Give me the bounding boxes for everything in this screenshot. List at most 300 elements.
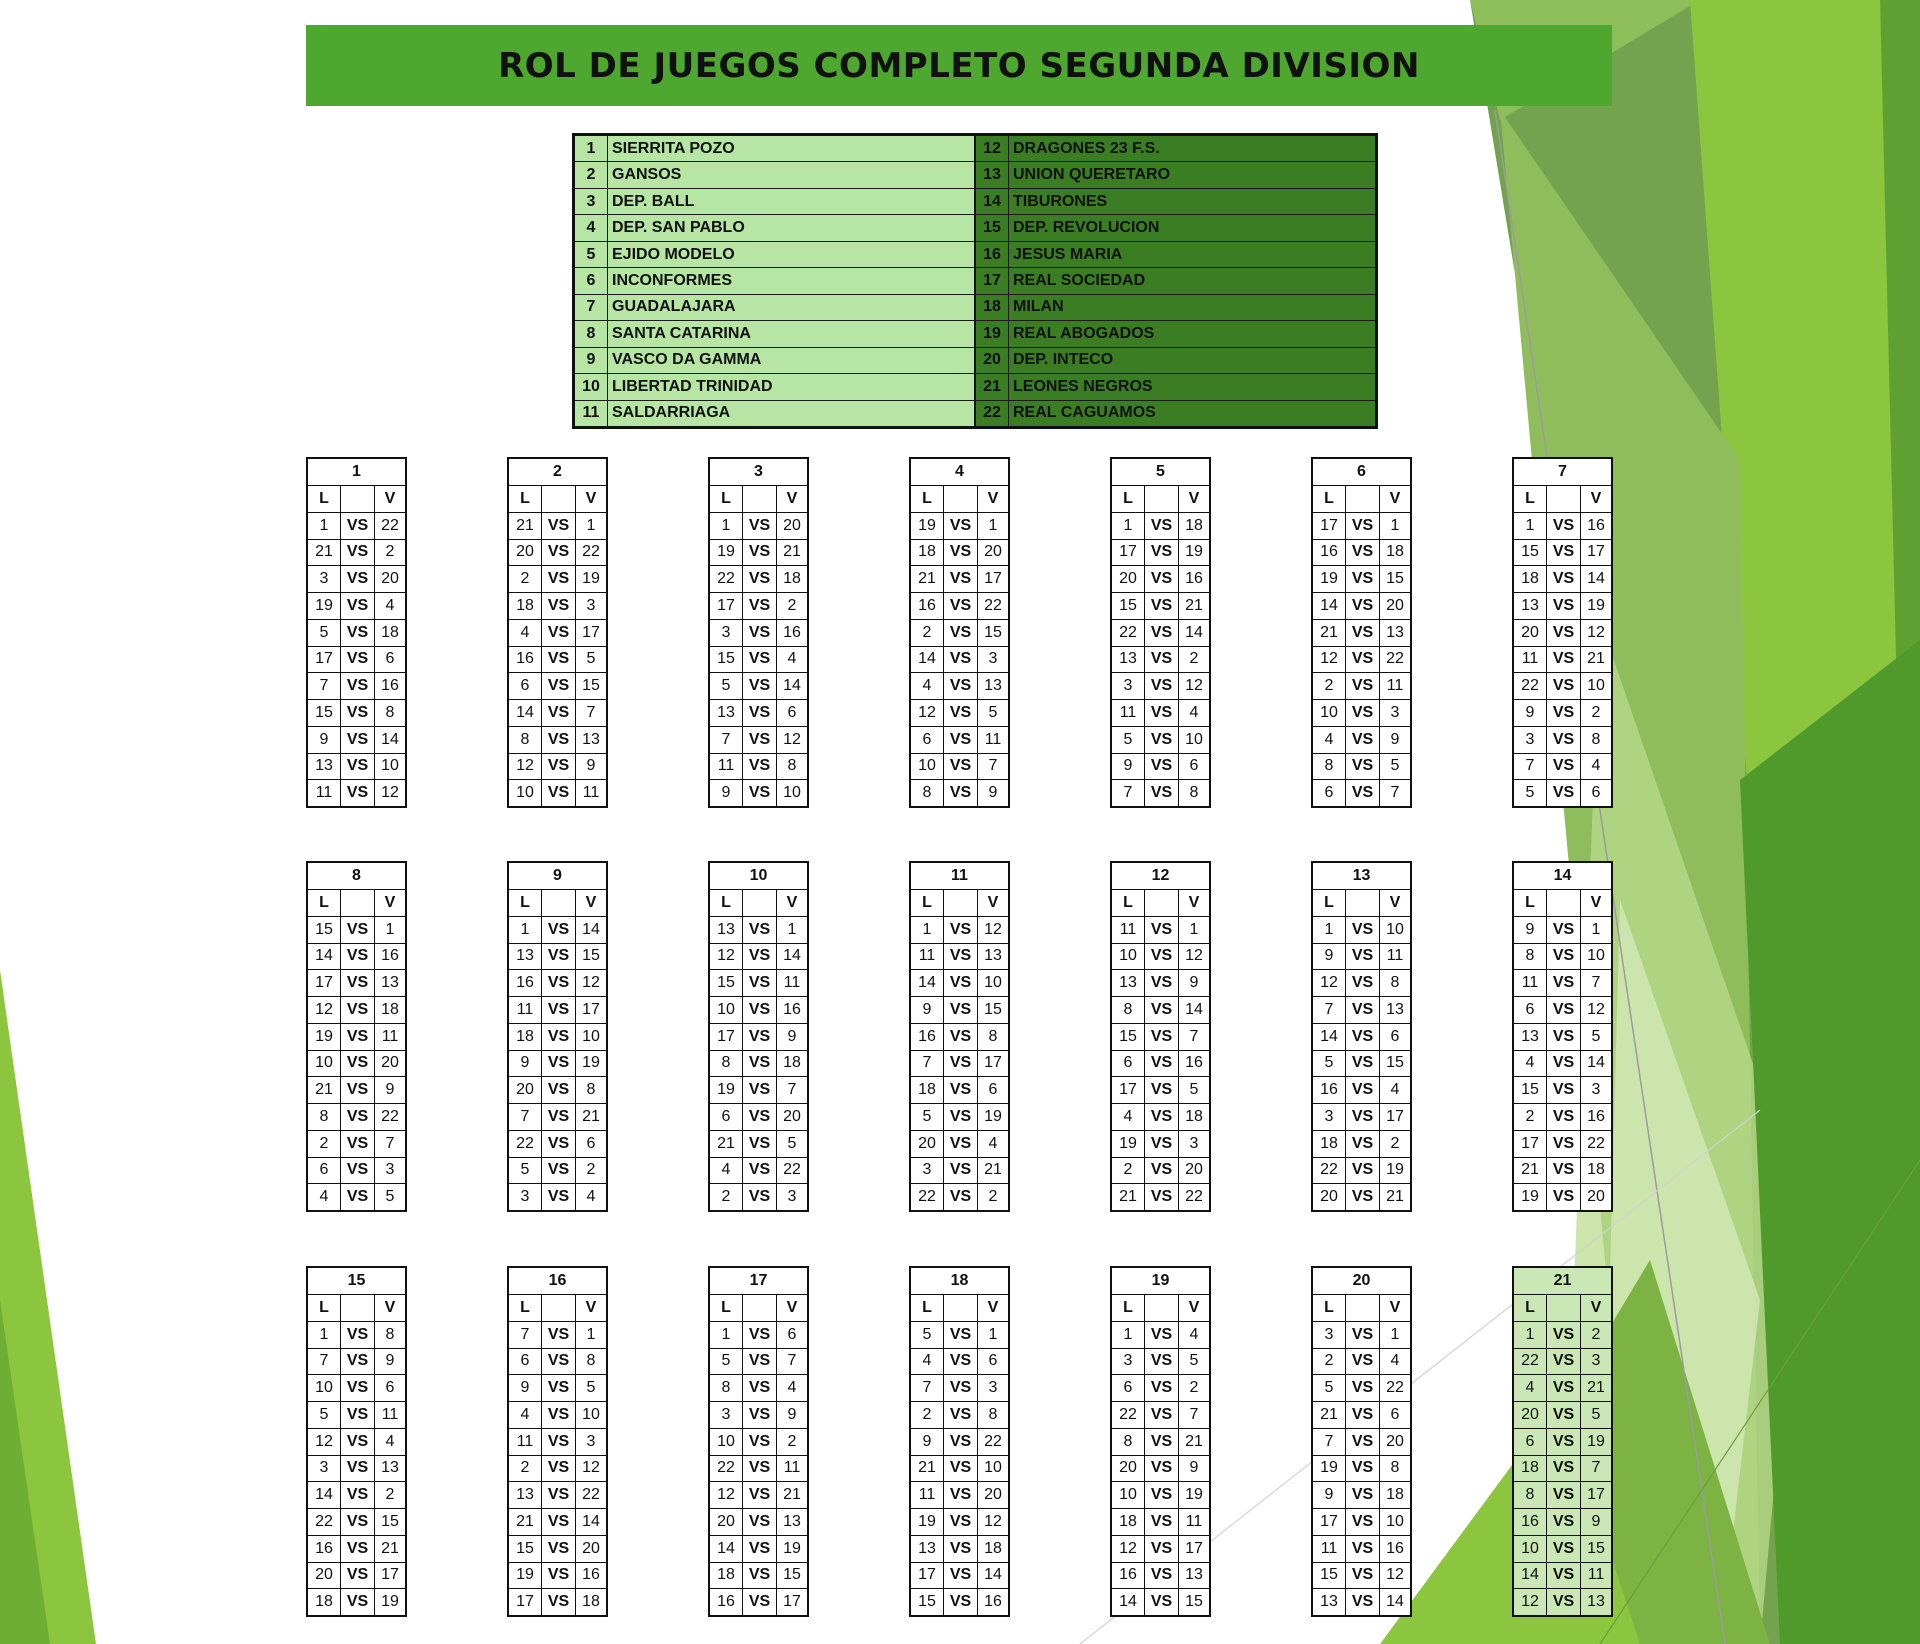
away-team: 17: [582, 623, 600, 641]
home-team: 20: [1112, 1456, 1145, 1482]
home-team: 15: [1514, 1077, 1547, 1103]
round-number: 21: [1514, 1268, 1611, 1295]
vs-label: VS: [341, 1184, 375, 1210]
team-row: [976, 321, 1375, 347]
away-team: 10: [582, 1027, 600, 1045]
home-team: 13: [509, 944, 542, 970]
visit-label: V: [1188, 489, 1200, 507]
match-row: [1514, 1051, 1611, 1078]
home-team: 5: [1313, 1375, 1346, 1401]
home-team: 3: [1313, 1104, 1346, 1130]
match-row: [509, 1375, 606, 1402]
vs-label: VS: [1346, 1131, 1380, 1157]
away-team: 12: [1386, 1566, 1404, 1584]
away-team: 16: [381, 677, 399, 695]
vs-label: VS: [1145, 944, 1179, 970]
vs-label: VS: [1346, 1509, 1380, 1535]
away-team: 1: [1591, 920, 1601, 938]
away-team: 14: [783, 947, 801, 965]
team-number: 8: [575, 321, 608, 346]
home-team: 7: [1112, 780, 1145, 806]
vs-label: VS: [341, 1322, 375, 1348]
match-row: [1112, 780, 1209, 806]
match-row: [1514, 1482, 1611, 1509]
home-team: 21: [1112, 1184, 1145, 1210]
away-team: 16: [984, 1593, 1002, 1611]
home-team: 12: [710, 1482, 743, 1508]
home-team: 20: [509, 1077, 542, 1103]
match-row: [308, 1077, 405, 1104]
home-team: 9: [509, 1051, 542, 1077]
away-team: 2: [988, 1188, 998, 1206]
match-row: [509, 1589, 606, 1615]
match-row: [1313, 1104, 1410, 1131]
match-row: [308, 1509, 405, 1536]
team-row: [976, 162, 1375, 188]
blank-label: [341, 890, 375, 916]
vs-label: VS: [542, 1456, 576, 1482]
away-team: 3: [385, 1161, 395, 1179]
vs-label: VS: [743, 727, 777, 753]
vs-label: VS: [1346, 1563, 1380, 1589]
home-team: 11: [1514, 647, 1547, 673]
away-team: 11: [381, 1027, 399, 1045]
vs-label: VS: [1346, 944, 1380, 970]
round-table: [1110, 861, 1211, 1212]
home-team: 19: [911, 513, 944, 539]
vs-label: VS: [341, 1375, 375, 1401]
match-row: [1112, 1349, 1209, 1376]
team-name: TIBURONES: [1013, 192, 1108, 210]
vs-label: VS: [1547, 566, 1581, 592]
vs-label: VS: [944, 1589, 978, 1615]
away-team: 8: [988, 1405, 998, 1423]
home-team: 22: [1112, 620, 1145, 646]
home-team: 13: [1514, 593, 1547, 619]
away-team: 16: [1185, 570, 1203, 588]
vs-label: VS: [341, 1349, 375, 1375]
home-team: 14: [911, 970, 944, 996]
away-team: 7: [385, 1134, 395, 1152]
home-team: 8: [710, 1051, 743, 1077]
away-team: 17: [1587, 1486, 1605, 1504]
match-row: [1514, 593, 1611, 620]
away-team: 18: [1386, 1486, 1404, 1504]
home-team: 12: [308, 997, 341, 1023]
away-team: 2: [385, 1486, 395, 1504]
match-row: [1313, 1402, 1410, 1429]
match-row: [1112, 647, 1209, 674]
home-team: 15: [308, 917, 341, 943]
team-number: 20: [976, 348, 1009, 373]
teams-column-left: [575, 136, 976, 426]
match-row: [1514, 1536, 1611, 1563]
vs-label: VS: [1547, 970, 1581, 996]
home-team: 10: [1112, 1482, 1145, 1508]
vs-label: VS: [542, 1158, 576, 1184]
away-team: 18: [1185, 1107, 1203, 1125]
blank-label: [944, 486, 978, 512]
local-label: L: [710, 1295, 743, 1321]
away-team: 6: [1390, 1027, 1400, 1045]
home-team: 10: [1514, 1536, 1547, 1562]
team-number: 12: [976, 136, 1009, 161]
home-team: 17: [308, 647, 341, 673]
blank-label: [1346, 1295, 1380, 1321]
round-number: 3: [710, 459, 807, 486]
team-name: GUADALAJARA: [612, 298, 736, 316]
match-row: [509, 593, 606, 620]
local-label: L: [1313, 1295, 1346, 1321]
match-row: [1112, 1536, 1209, 1563]
away-team: 19: [783, 1539, 801, 1557]
away-team: 22: [381, 516, 399, 534]
match-row: [710, 647, 807, 674]
vs-label: VS: [341, 1482, 375, 1508]
team-number: 2: [575, 162, 608, 187]
home-team: 17: [710, 593, 743, 619]
away-team: 3: [1591, 1352, 1601, 1370]
away-team: 5: [385, 1188, 395, 1206]
home-team: 11: [1313, 1536, 1346, 1562]
home-team: 6: [1514, 997, 1547, 1023]
match-row: [509, 1456, 606, 1483]
away-team: 5: [586, 650, 596, 668]
away-team: 19: [1386, 1161, 1404, 1179]
vs-label: VS: [743, 1051, 777, 1077]
home-team: 9: [308, 727, 341, 753]
home-team: 8: [710, 1375, 743, 1401]
away-team: 19: [1185, 543, 1203, 561]
home-team: 10: [1112, 944, 1145, 970]
blank-label: [944, 1295, 978, 1321]
away-team: 2: [1189, 650, 1199, 668]
away-team: 6: [1390, 1405, 1400, 1423]
vs-label: VS: [1346, 540, 1380, 566]
home-team: 8: [1112, 997, 1145, 1023]
home-team: 12: [509, 754, 542, 780]
match-row: [911, 780, 1008, 806]
match-row: [308, 647, 405, 674]
team-name: SALDARRIAGA: [612, 404, 731, 422]
match-row: [308, 1429, 405, 1456]
vs-label: VS: [743, 917, 777, 943]
away-team: 9: [385, 1081, 395, 1099]
match-row: [1514, 1184, 1611, 1210]
round-table: [306, 861, 407, 1212]
home-team: 16: [1313, 1077, 1346, 1103]
away-team: 18: [582, 1593, 600, 1611]
match-row: [911, 700, 1008, 727]
home-team: 3: [308, 566, 341, 592]
match-row: [1112, 1563, 1209, 1590]
away-team: 12: [783, 730, 801, 748]
home-team: 7: [1514, 754, 1547, 780]
home-team: 16: [509, 970, 542, 996]
home-team: 5: [710, 1349, 743, 1375]
local-label: L: [509, 890, 542, 916]
match-row: [911, 1589, 1008, 1615]
vs-label: VS: [1145, 513, 1179, 539]
vs-label: VS: [341, 1024, 375, 1050]
round-table: [306, 457, 407, 808]
round-header-row: [1112, 890, 1209, 917]
home-team: 17: [509, 1589, 542, 1615]
home-team: 1: [509, 917, 542, 943]
away-team: 8: [586, 1081, 596, 1099]
round-header-row: [1514, 890, 1611, 917]
away-team: 14: [1587, 1054, 1605, 1072]
away-team: 1: [586, 1325, 596, 1343]
home-team: 4: [911, 673, 944, 699]
match-row: [1514, 970, 1611, 997]
home-team: 1: [308, 1322, 341, 1348]
team-number: 21: [976, 374, 1009, 399]
home-team: 15: [1313, 1563, 1346, 1589]
home-team: 20: [710, 1509, 743, 1535]
away-team: 22: [984, 596, 1002, 614]
home-team: 7: [509, 1104, 542, 1130]
visit-label: V: [987, 489, 999, 507]
vs-label: VS: [542, 1131, 576, 1157]
teams-column-right: [976, 136, 1375, 426]
away-team: 2: [385, 543, 395, 561]
away-team: 11: [1185, 1512, 1203, 1530]
vs-label: VS: [1346, 1402, 1380, 1428]
home-team: 20: [911, 1131, 944, 1157]
vs-label: VS: [1346, 1104, 1380, 1130]
visit-label: V: [1389, 893, 1401, 911]
home-team: 8: [1112, 1429, 1145, 1455]
vs-label: VS: [1547, 727, 1581, 753]
home-team: 22: [1514, 1349, 1547, 1375]
match-row: [911, 1184, 1008, 1210]
local-label: L: [1514, 486, 1547, 512]
blank-label: [743, 890, 777, 916]
match-row: [1313, 1589, 1410, 1615]
match-row: [509, 1429, 606, 1456]
vs-label: VS: [1346, 593, 1380, 619]
home-team: 17: [1112, 1077, 1145, 1103]
away-team: 11: [582, 784, 600, 802]
match-row: [710, 1563, 807, 1590]
away-team: 20: [984, 1486, 1002, 1504]
vs-label: VS: [341, 727, 375, 753]
home-team: 18: [1514, 566, 1547, 592]
vs-label: VS: [1346, 1077, 1380, 1103]
home-team: 12: [911, 700, 944, 726]
home-team: 10: [710, 1429, 743, 1455]
local-label: L: [710, 486, 743, 512]
round-number: 20: [1313, 1268, 1410, 1295]
away-team: 9: [787, 1405, 797, 1423]
vs-label: VS: [1547, 1104, 1581, 1130]
vs-label: VS: [542, 997, 576, 1023]
home-team: 15: [1514, 540, 1547, 566]
round-number: 2: [509, 459, 606, 486]
match-row: [1514, 1563, 1611, 1590]
team-name: DEP. REVOLUCION: [1013, 219, 1160, 237]
match-row: [911, 1375, 1008, 1402]
blank-label: [1145, 486, 1179, 512]
match-row: [1112, 1051, 1209, 1078]
vs-label: VS: [1346, 700, 1380, 726]
away-team: 5: [1390, 757, 1400, 775]
vs-label: VS: [1145, 1349, 1179, 1375]
round-number: 9: [509, 863, 606, 890]
match-row: [509, 513, 606, 540]
vs-label: VS: [743, 1563, 777, 1589]
home-team: 17: [1313, 1509, 1346, 1535]
home-team: 14: [911, 647, 944, 673]
home-team: 14: [1313, 593, 1346, 619]
team-row: [575, 374, 974, 400]
home-team: 2: [308, 1131, 341, 1157]
home-team: 12: [1112, 1536, 1145, 1562]
match-row: [1112, 997, 1209, 1024]
visit-label: V: [786, 1298, 798, 1316]
away-team: 14: [1587, 570, 1605, 588]
home-team: 22: [1313, 1158, 1346, 1184]
round-header-row: [509, 890, 606, 917]
away-team: 1: [1390, 516, 1400, 534]
vs-label: VS: [743, 970, 777, 996]
local-label: L: [1313, 890, 1346, 916]
vs-label: VS: [944, 1375, 978, 1401]
match-row: [1313, 673, 1410, 700]
visit-label: V: [1389, 1298, 1401, 1316]
team-number: 15: [976, 215, 1009, 240]
vs-label: VS: [1145, 1158, 1179, 1184]
away-team: 10: [582, 1405, 600, 1423]
team-name: LEONES NEGROS: [1013, 377, 1153, 395]
match-row: [1112, 1131, 1209, 1158]
away-team: 14: [1185, 1000, 1203, 1018]
match-row: [1514, 647, 1611, 674]
match-row: [509, 1536, 606, 1563]
home-team: 14: [509, 700, 542, 726]
vs-label: VS: [1145, 1131, 1179, 1157]
vs-label: VS: [542, 1375, 576, 1401]
home-team: 9: [1514, 700, 1547, 726]
local-label: L: [1514, 1295, 1547, 1321]
vs-label: VS: [1547, 1456, 1581, 1482]
home-team: 6: [1313, 780, 1346, 806]
home-team: 12: [1514, 1589, 1547, 1615]
home-team: 19: [308, 593, 341, 619]
vs-label: VS: [944, 540, 978, 566]
team-number: 11: [575, 401, 608, 426]
team-row: [976, 295, 1375, 321]
round-number: 8: [308, 863, 405, 890]
round-header-row: [1514, 1295, 1611, 1322]
round-table: [1311, 861, 1412, 1212]
home-team: 8: [509, 727, 542, 753]
away-team: 19: [1587, 596, 1605, 614]
match-row: [710, 1349, 807, 1376]
vs-label: VS: [1346, 997, 1380, 1023]
away-team: 21: [1587, 650, 1605, 668]
home-team: 14: [1313, 1024, 1346, 1050]
vs-label: VS: [341, 1077, 375, 1103]
away-team: 12: [582, 974, 600, 992]
away-team: 7: [787, 1081, 797, 1099]
home-team: 4: [1313, 727, 1346, 753]
vs-label: VS: [542, 727, 576, 753]
match-row: [911, 1322, 1008, 1349]
vs-label: VS: [341, 1509, 375, 1535]
match-row: [710, 1104, 807, 1131]
away-team: 12: [582, 1459, 600, 1477]
vs-label: VS: [1547, 1184, 1581, 1210]
team-name: JESUS MARIA: [1013, 245, 1123, 263]
team-name: REAL ABOGADOS: [1013, 324, 1155, 342]
blank-label: [542, 486, 576, 512]
match-row: [308, 1482, 405, 1509]
vs-label: VS: [1547, 1402, 1581, 1428]
away-team: 1: [586, 516, 596, 534]
round-number: 12: [1112, 863, 1209, 890]
local-label: L: [1112, 890, 1145, 916]
away-team: 20: [1587, 1188, 1605, 1206]
local-label: L: [308, 890, 341, 916]
vs-label: VS: [542, 1536, 576, 1562]
match-row: [710, 1429, 807, 1456]
visit-label: V: [786, 489, 798, 507]
team-row: [976, 189, 1375, 215]
match-row: [911, 1077, 1008, 1104]
match-row: [509, 1349, 606, 1376]
home-team: 21: [308, 540, 341, 566]
away-team: 9: [787, 1027, 797, 1045]
vs-label: VS: [944, 647, 978, 673]
vs-label: VS: [743, 1077, 777, 1103]
vs-label: VS: [1547, 1051, 1581, 1077]
vs-label: VS: [743, 513, 777, 539]
home-team: 8: [1313, 754, 1346, 780]
vs-label: VS: [944, 673, 978, 699]
vs-label: VS: [1145, 1509, 1179, 1535]
away-team: 1: [787, 920, 797, 938]
home-team: 19: [308, 1024, 341, 1050]
home-team: 5: [1313, 1051, 1346, 1077]
home-team: 18: [509, 593, 542, 619]
away-team: 22: [381, 1107, 399, 1125]
visit-label: V: [1590, 489, 1602, 507]
vs-label: VS: [1346, 1349, 1380, 1375]
away-team: 12: [1185, 677, 1203, 695]
team-row: [976, 268, 1375, 294]
home-team: 2: [509, 566, 542, 592]
home-team: 11: [1112, 700, 1145, 726]
away-team: 17: [582, 1000, 600, 1018]
vs-label: VS: [743, 944, 777, 970]
away-team: 20: [582, 1539, 600, 1557]
match-row: [710, 566, 807, 593]
home-team: 8: [911, 780, 944, 806]
home-team: 14: [1514, 1563, 1547, 1589]
home-team: 13: [710, 700, 743, 726]
vs-label: VS: [743, 1375, 777, 1401]
home-team: 15: [911, 1589, 944, 1615]
match-row: [1313, 1482, 1410, 1509]
away-team: 13: [1185, 1566, 1203, 1584]
team-number: 17: [976, 268, 1009, 293]
match-row: [308, 1536, 405, 1563]
blank-label: [1547, 890, 1581, 916]
team-number: 1: [575, 136, 608, 161]
vs-label: VS: [1547, 754, 1581, 780]
